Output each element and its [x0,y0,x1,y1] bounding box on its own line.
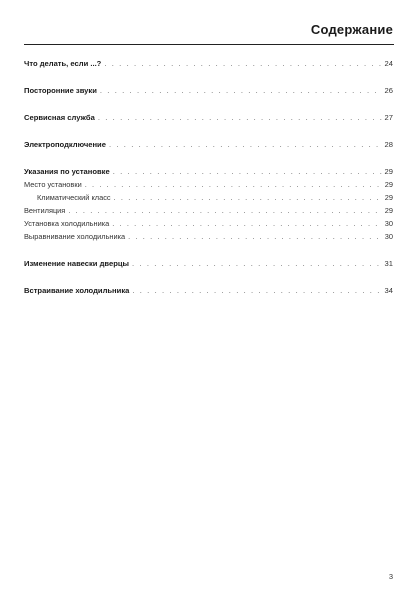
toc-entry-label: Указания по установке [24,167,110,176]
toc-entry-label: Посторонние звуки [24,86,97,95]
title-divider [24,44,394,45]
toc-entry-page: 27 [384,113,393,122]
toc-entry-label: Электроподключение [24,140,106,149]
toc-entry-troubleshooting[interactable] [24,57,393,70]
toc-entry-label: Изменение навески дверцы [24,259,129,268]
toc-entry-climate-class[interactable] [24,191,393,204]
toc-entry-ventilation[interactable] [24,204,393,217]
toc-entry-noises[interactable] [24,84,393,97]
toc-entry-electrical[interactable] [24,138,393,151]
toc-entry-label: Что делать, если ...? [24,59,102,68]
toc-leader-dots [98,111,382,124]
toc-leader-dots [114,191,382,204]
page-number: 3 [388,572,393,581]
toc-entry-page: 29 [384,167,393,176]
toc-entry-label: Встраивание холодильника [24,286,130,295]
toc-entry-setup[interactable] [24,217,393,230]
toc-leader-dots [132,257,382,270]
toc-entry-page: 29 [384,206,393,215]
toc-leader-dots [68,204,381,217]
toc-leader-dots [113,165,382,178]
toc-entry-label: Место установки [24,180,82,189]
toc-leader-dots [112,217,382,230]
toc-leader-dots [100,84,382,97]
toc-entry-label: Выравнивание холодильника [24,232,126,241]
toc-leader-dots [104,57,381,70]
toc-entry-page: 34 [384,286,393,295]
toc-entry-label: Установка холодильника [24,219,110,228]
toc-leader-dots [132,284,381,297]
toc-entry-page: 29 [384,180,393,189]
toc-leader-dots [109,138,382,151]
toc-entry-label: Вентиляция [24,206,66,215]
toc-entry-page: 30 [384,219,393,228]
toc-entry-page: 29 [384,193,393,202]
toc-entry-installation-notes[interactable] [24,165,393,178]
toc-entry-door-hinging[interactable] [24,257,393,270]
toc-entry-leveling[interactable] [24,230,393,243]
toc-entry-page: 31 [384,259,393,268]
toc-entry-location[interactable] [24,178,393,191]
toc-entry-page: 30 [384,232,393,241]
page-title: Содержание [310,22,393,37]
toc-entry-built-in[interactable] [24,284,393,297]
toc-entry-page: 24 [384,59,393,68]
toc-leader-dots [128,230,382,243]
toc-entry-label: Климатический класс [37,193,111,202]
toc-leader-dots [85,178,382,191]
toc-entry-label: Сервисная служба [24,113,95,122]
table-of-contents [24,57,393,297]
toc-entry-service[interactable] [24,111,393,124]
toc-entry-page: 26 [384,86,393,95]
toc-entry-page: 28 [384,140,393,149]
